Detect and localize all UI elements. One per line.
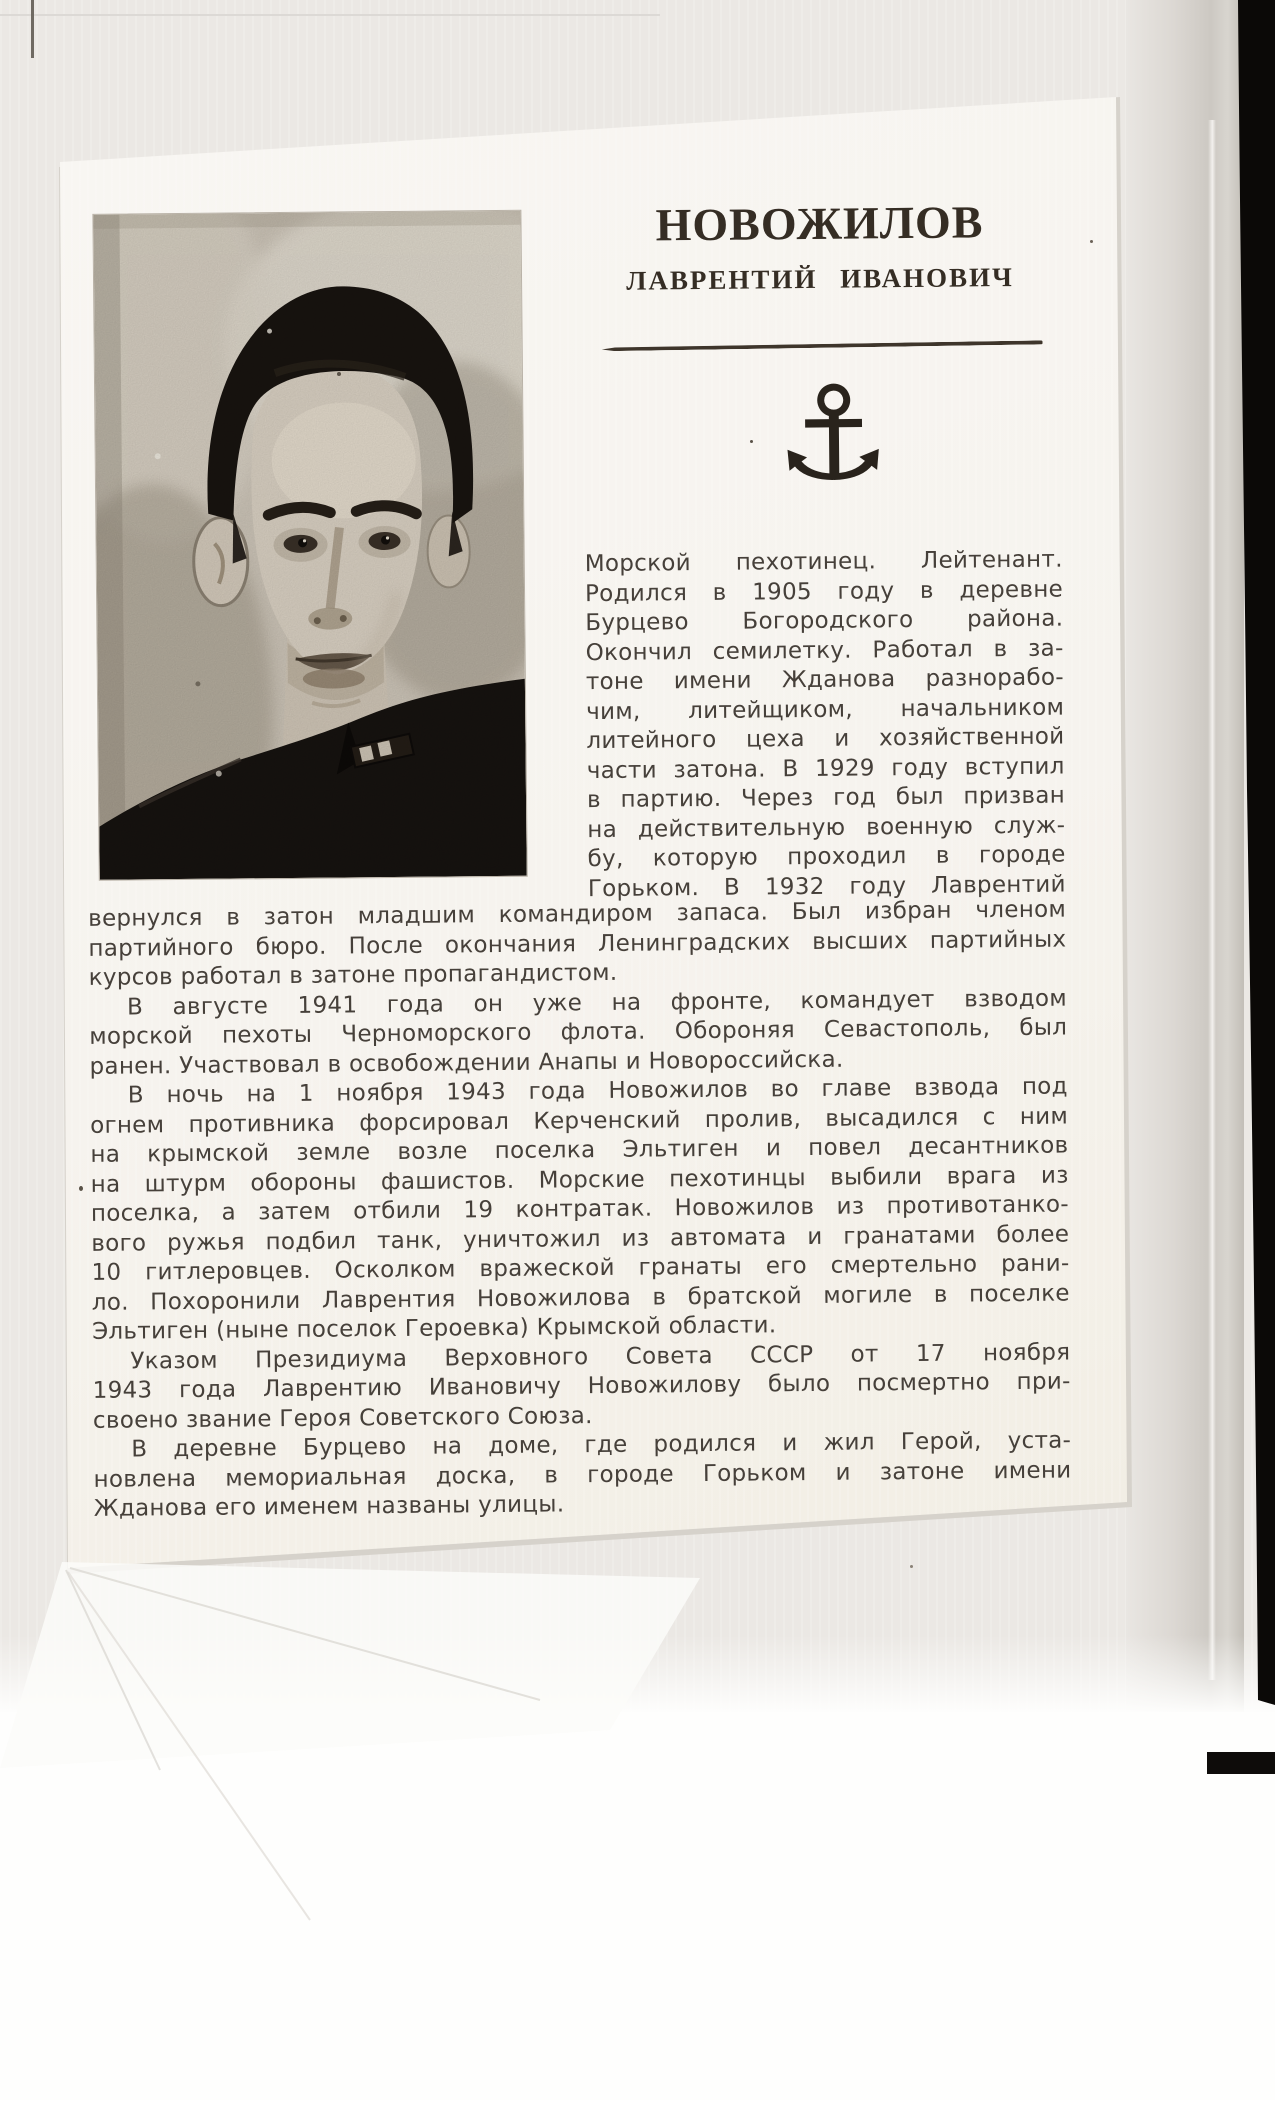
column-text: [585, 546, 1066, 905]
page-title-surname: НОВОЖИЛОВ: [655, 196, 984, 251]
text-line: вого ружья подбил танк, уничтожил из автомата и гранатами более: [91, 1221, 1070, 1257]
text-line: ранен. Участвовал в освобождении Анапы и Новороссийска.: [89, 1046, 844, 1080]
text-line: 10 гитлеровцев. Осколком вражеской гранаты его смертельно рани-: [91, 1250, 1070, 1286]
text-line: литейного цеха и хозяйственной: [586, 723, 1065, 755]
text-line: на крымской земле возле поселка Эльтиген и повел десантников: [90, 1132, 1069, 1168]
text-line: вернулся в затон младшим командиром запаса. Был избран членом: [88, 896, 1067, 932]
text-line: бу, которую проходил в городе: [587, 841, 1066, 873]
text-line: поселка, а затем отбили 19 контратак. Новожилов из противотанко-: [90, 1191, 1070, 1227]
text-line: Указом Президиума Верховного Совета СССР от 17 ноября: [130, 1339, 1071, 1375]
text-line: тоне имени Жданова разнорабо-: [585, 664, 1065, 696]
text-line: на штурм обороны фашистов. Морские пехотинцы выбили врага из: [90, 1162, 1069, 1198]
dust-speck: [337, 372, 341, 376]
text-line: огнем противника форсировал Керченский пролив, высадился с ним: [90, 1103, 1069, 1139]
text-line: В ночь на 1 ноября 1943 года Новожилов во главе взвода под: [127, 1073, 1068, 1109]
text-line: в партию. Через год был призван: [586, 782, 1066, 814]
text-line: Горьком. В 1932 году Лаврентий: [587, 871, 1066, 902]
text-line: Эльтиген (ныне поселок Героевка) Крымской области.: [91, 1312, 777, 1345]
text-line: Родился в 1905 году в деревне: [584, 576, 1064, 607]
text-line: новлена мемориальная доска, в городе Горьком и затоне имени: [93, 1457, 1072, 1493]
text-line: 1943 года Лаврентию Ивановичу Новожилову было посмертно при-: [92, 1368, 1071, 1404]
dust-speck: [750, 440, 753, 443]
body-text: [88, 896, 1072, 1525]
dust-speck: [910, 1565, 913, 1568]
title-divider-rule: [602, 340, 1043, 351]
text-line: Жданова его именем названы улицы.: [93, 1491, 565, 1522]
dust-speck: [79, 1186, 83, 1191]
text-line: чим, литейщиком, начальником: [586, 694, 1065, 725]
text-line: морской пехоты Черноморского флота. Обороняя Севастополь, был: [89, 1014, 1068, 1050]
anchor-icon: ⚓: [774, 357, 893, 511]
text-line: своено звание Героя Советского Союза.: [92, 1402, 593, 1434]
portrait-photo: [93, 211, 526, 880]
text-line: ло. Похоронили Лаврентия Новожилова в братской могиле в поселке: [91, 1280, 1070, 1316]
text-line: части затона. В 1929 году вступил: [586, 753, 1065, 784]
page-title-name: ЛАВРЕНТИЙ ИВАНОВИЧ: [626, 261, 1014, 296]
text-line: В августе 1941 года он уже на фронте, командует взводом: [126, 985, 1068, 1021]
text-line: на действительную военную служ-: [587, 812, 1066, 843]
dust-speck: [1090, 240, 1093, 243]
text-line: В деревне Бурцево на доме, где родился и жил Герой, уста-: [131, 1427, 1072, 1463]
text-line: Окончил семилетку. Работал в за-: [585, 635, 1064, 666]
text-line: партийного бюро. После окончания Ленинградских высших партийных: [88, 926, 1067, 962]
text-line: Бурцево Богородского района.: [585, 605, 1064, 637]
text-line: курсов работал в затоне пропагандистом.: [88, 959, 618, 991]
text-line: Морской пехотинец. Лейтенант.: [584, 546, 1063, 578]
